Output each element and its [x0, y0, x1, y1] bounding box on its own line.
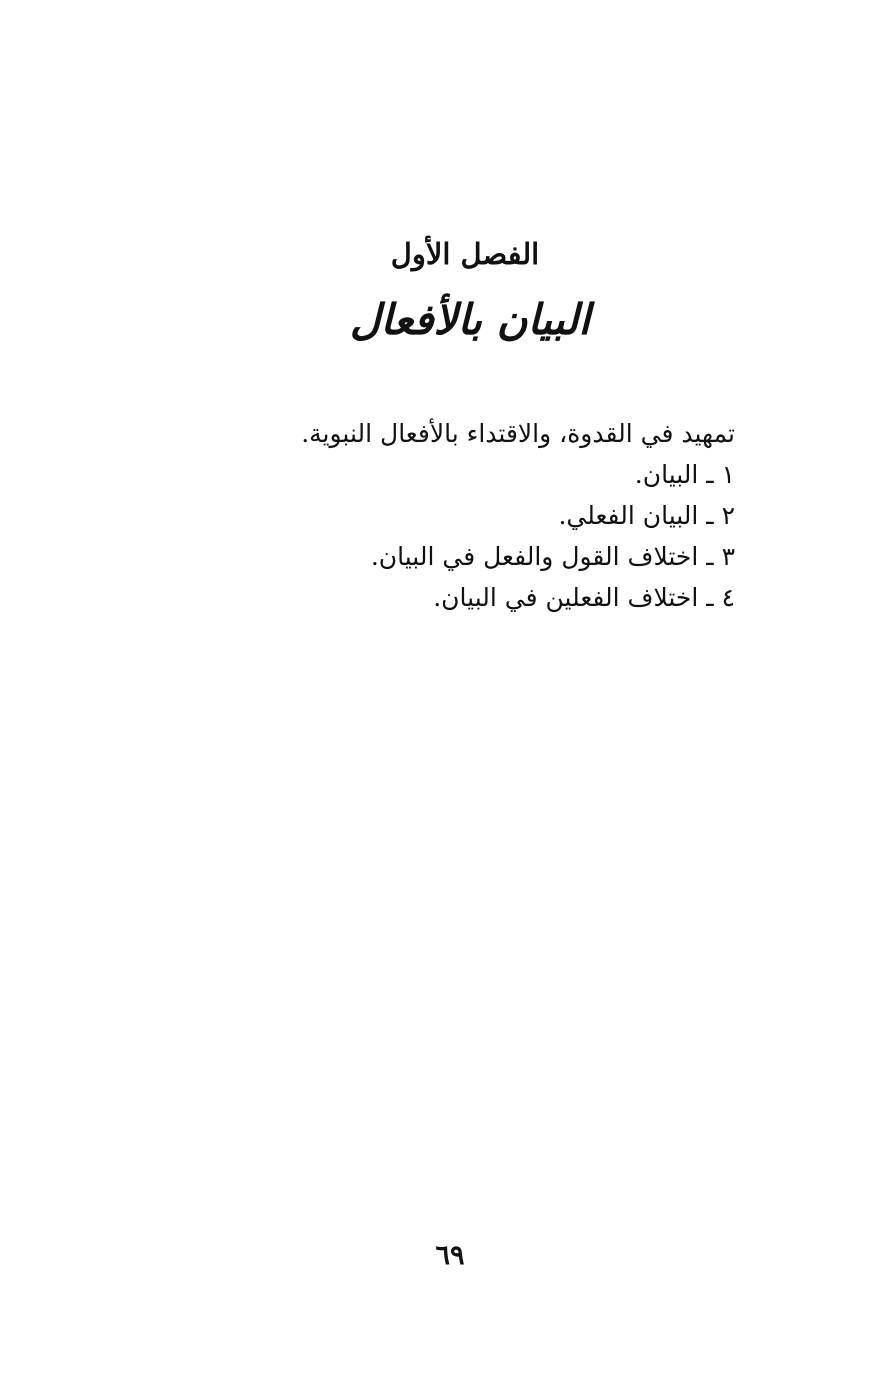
chapter-label: الفصل الأول	[390, 237, 540, 271]
contents-intro: تمهيد في القدوة، والاقتداء بالأفعال النبوية.	[301, 419, 735, 448]
chapter-title: البيان بالأفعال	[349, 295, 591, 344]
page-number: ٦٩	[435, 1240, 465, 1271]
contents-item-3: ٣ ـ اختلاف القول والفعل في البيان.	[370, 542, 735, 571]
chapter-contents-list	[301, 413, 735, 618]
contents-item-1: ١ ـ البيان.	[634, 460, 735, 489]
contents-item-4: ٤ ـ اختلاف الفعلين في البيان.	[433, 583, 735, 612]
contents-item-2: ٢ ـ البيان الفعلي.	[558, 501, 735, 530]
